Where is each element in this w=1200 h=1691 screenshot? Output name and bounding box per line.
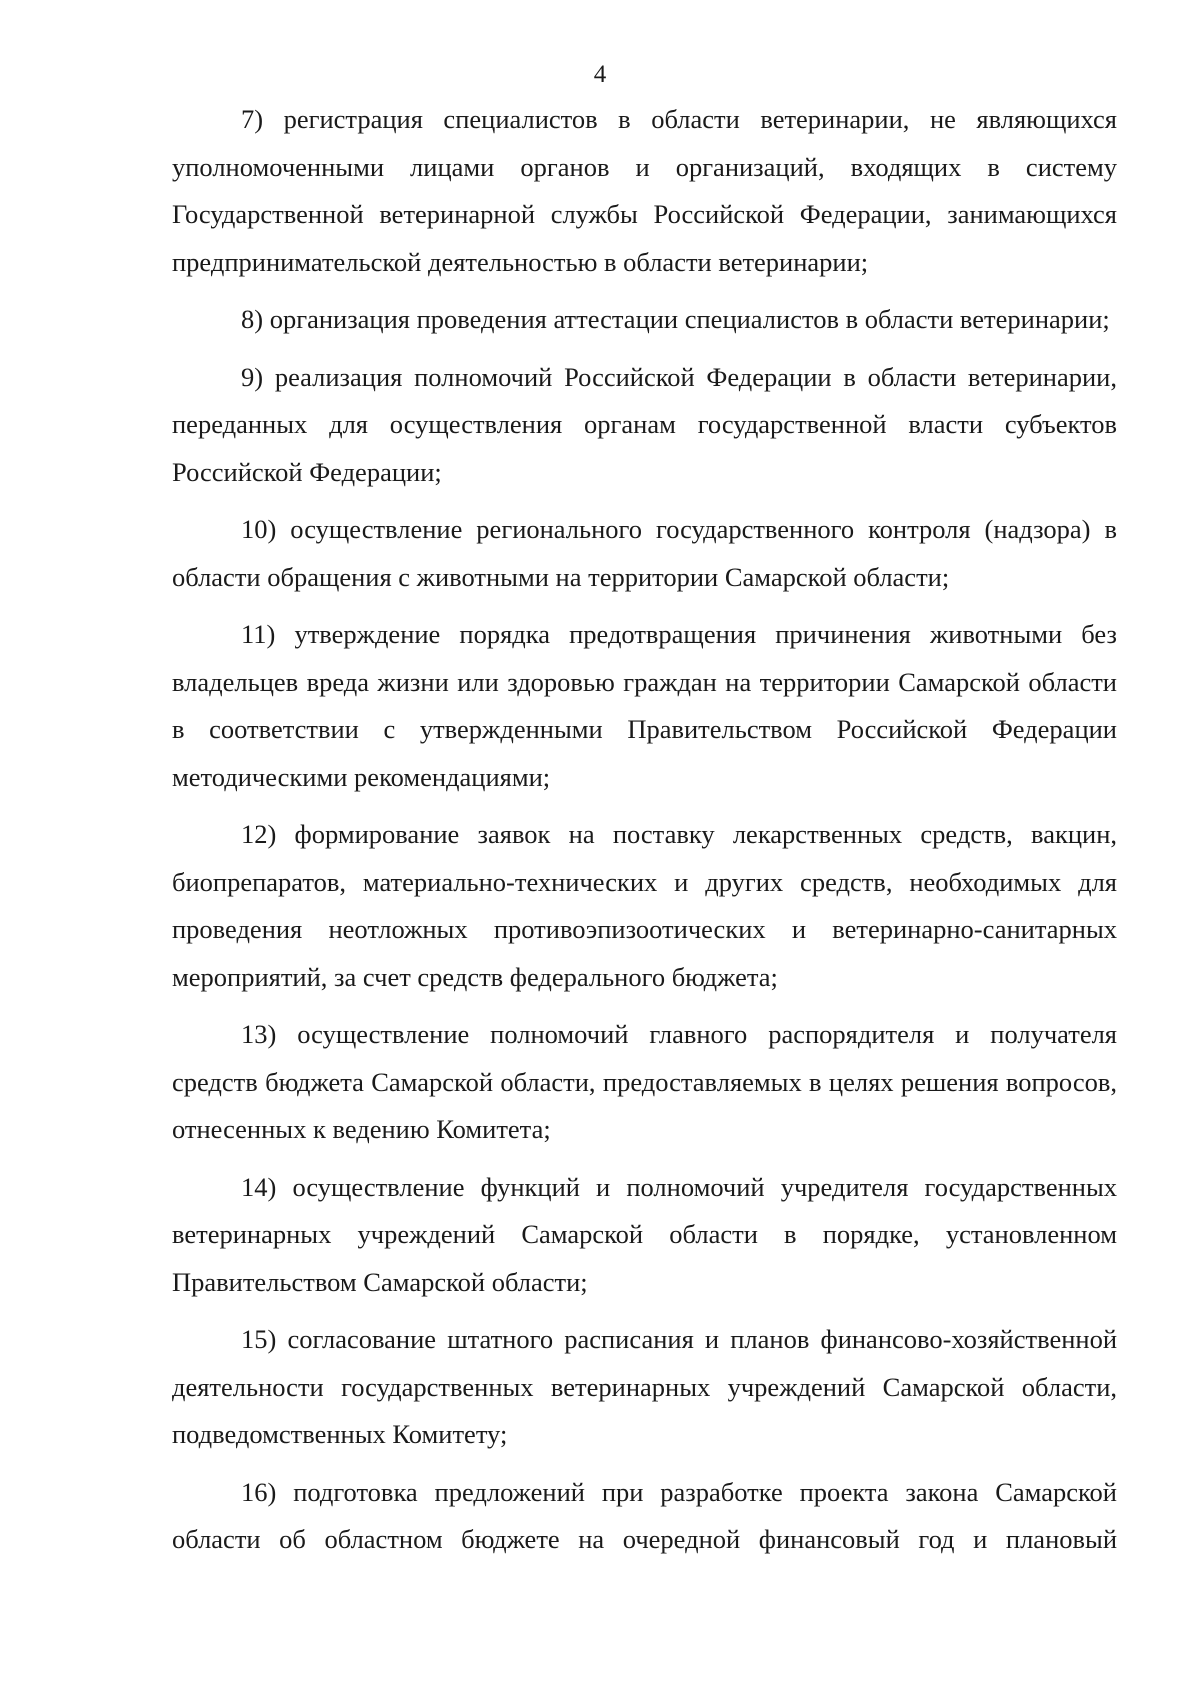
paragraph-item-11: 11) утверждение порядка предотвращения причинения животными без владельцев вреда жизни или здоровью граждан на территории Самарской области в соответствии с утвержденными Правительством Российской Федерации методическими рекомендациями; — [172, 619, 1117, 792]
paragraph-item-8: 8) организация проведения аттестации специалистов в области ветеринарии; — [241, 304, 1110, 334]
paragraph-item-15: 15) согласование штатного расписания и планов финансово-хозяйственной деятельности государственных ветеринарных учреждений Самарской области, подведомственных Комитету; — [172, 1324, 1117, 1449]
paragraph-item-10: 10) осуществление регионального государственного контроля (надзора) в области обращения с животными на территории Самарской области; — [172, 514, 1117, 592]
document-body — [172, 96, 1117, 1574]
paragraph-item-16: 16) подготовка предложений при разработке проекта закона Самарской области об областном бюджете на очередной финансовый год и плановый — [172, 1476, 1117, 1554]
paragraph-item-7: 7) регистрация специалистов в области ветеринарии, не являющихся уполномоченными лицами органов и организаций, входящих в систему Государственной ветеринарной службы Российской Федерации, занимающихся предпринимательской деятельностью в области ветеринарии; — [172, 104, 1117, 277]
paragraph-item-13: 13) осуществление полномочий главного распорядителя и получателя средств бюджета Самарской области, предоставляемых в целях решения вопросов, отнесенных к ведению Комитета; — [172, 1019, 1117, 1144]
paragraph-item-14: 14) осуществление функций и полномочий учредителя государственных ветеринарных учреждений Самарской области в порядке, установленном Правительством Самарской области; — [172, 1171, 1117, 1297]
paragraph-item-12: 12) формирование заявок на поставку лекарственных средств, вакцин, биопрепаратов, материально-технических и других средств, необходимых для проведения неотложных противоэпизоотических и ветеринарно-санитарных мероприятий, за счет средств федерального бюджета; — [172, 819, 1117, 992]
paragraph-item-9: 9) реализация полномочий Российской Федерации в области ветеринарии, переданных для осуществления органам государственной власти субъектов Российской Федерации; — [172, 361, 1117, 487]
page-number: 4 — [593, 61, 607, 88]
